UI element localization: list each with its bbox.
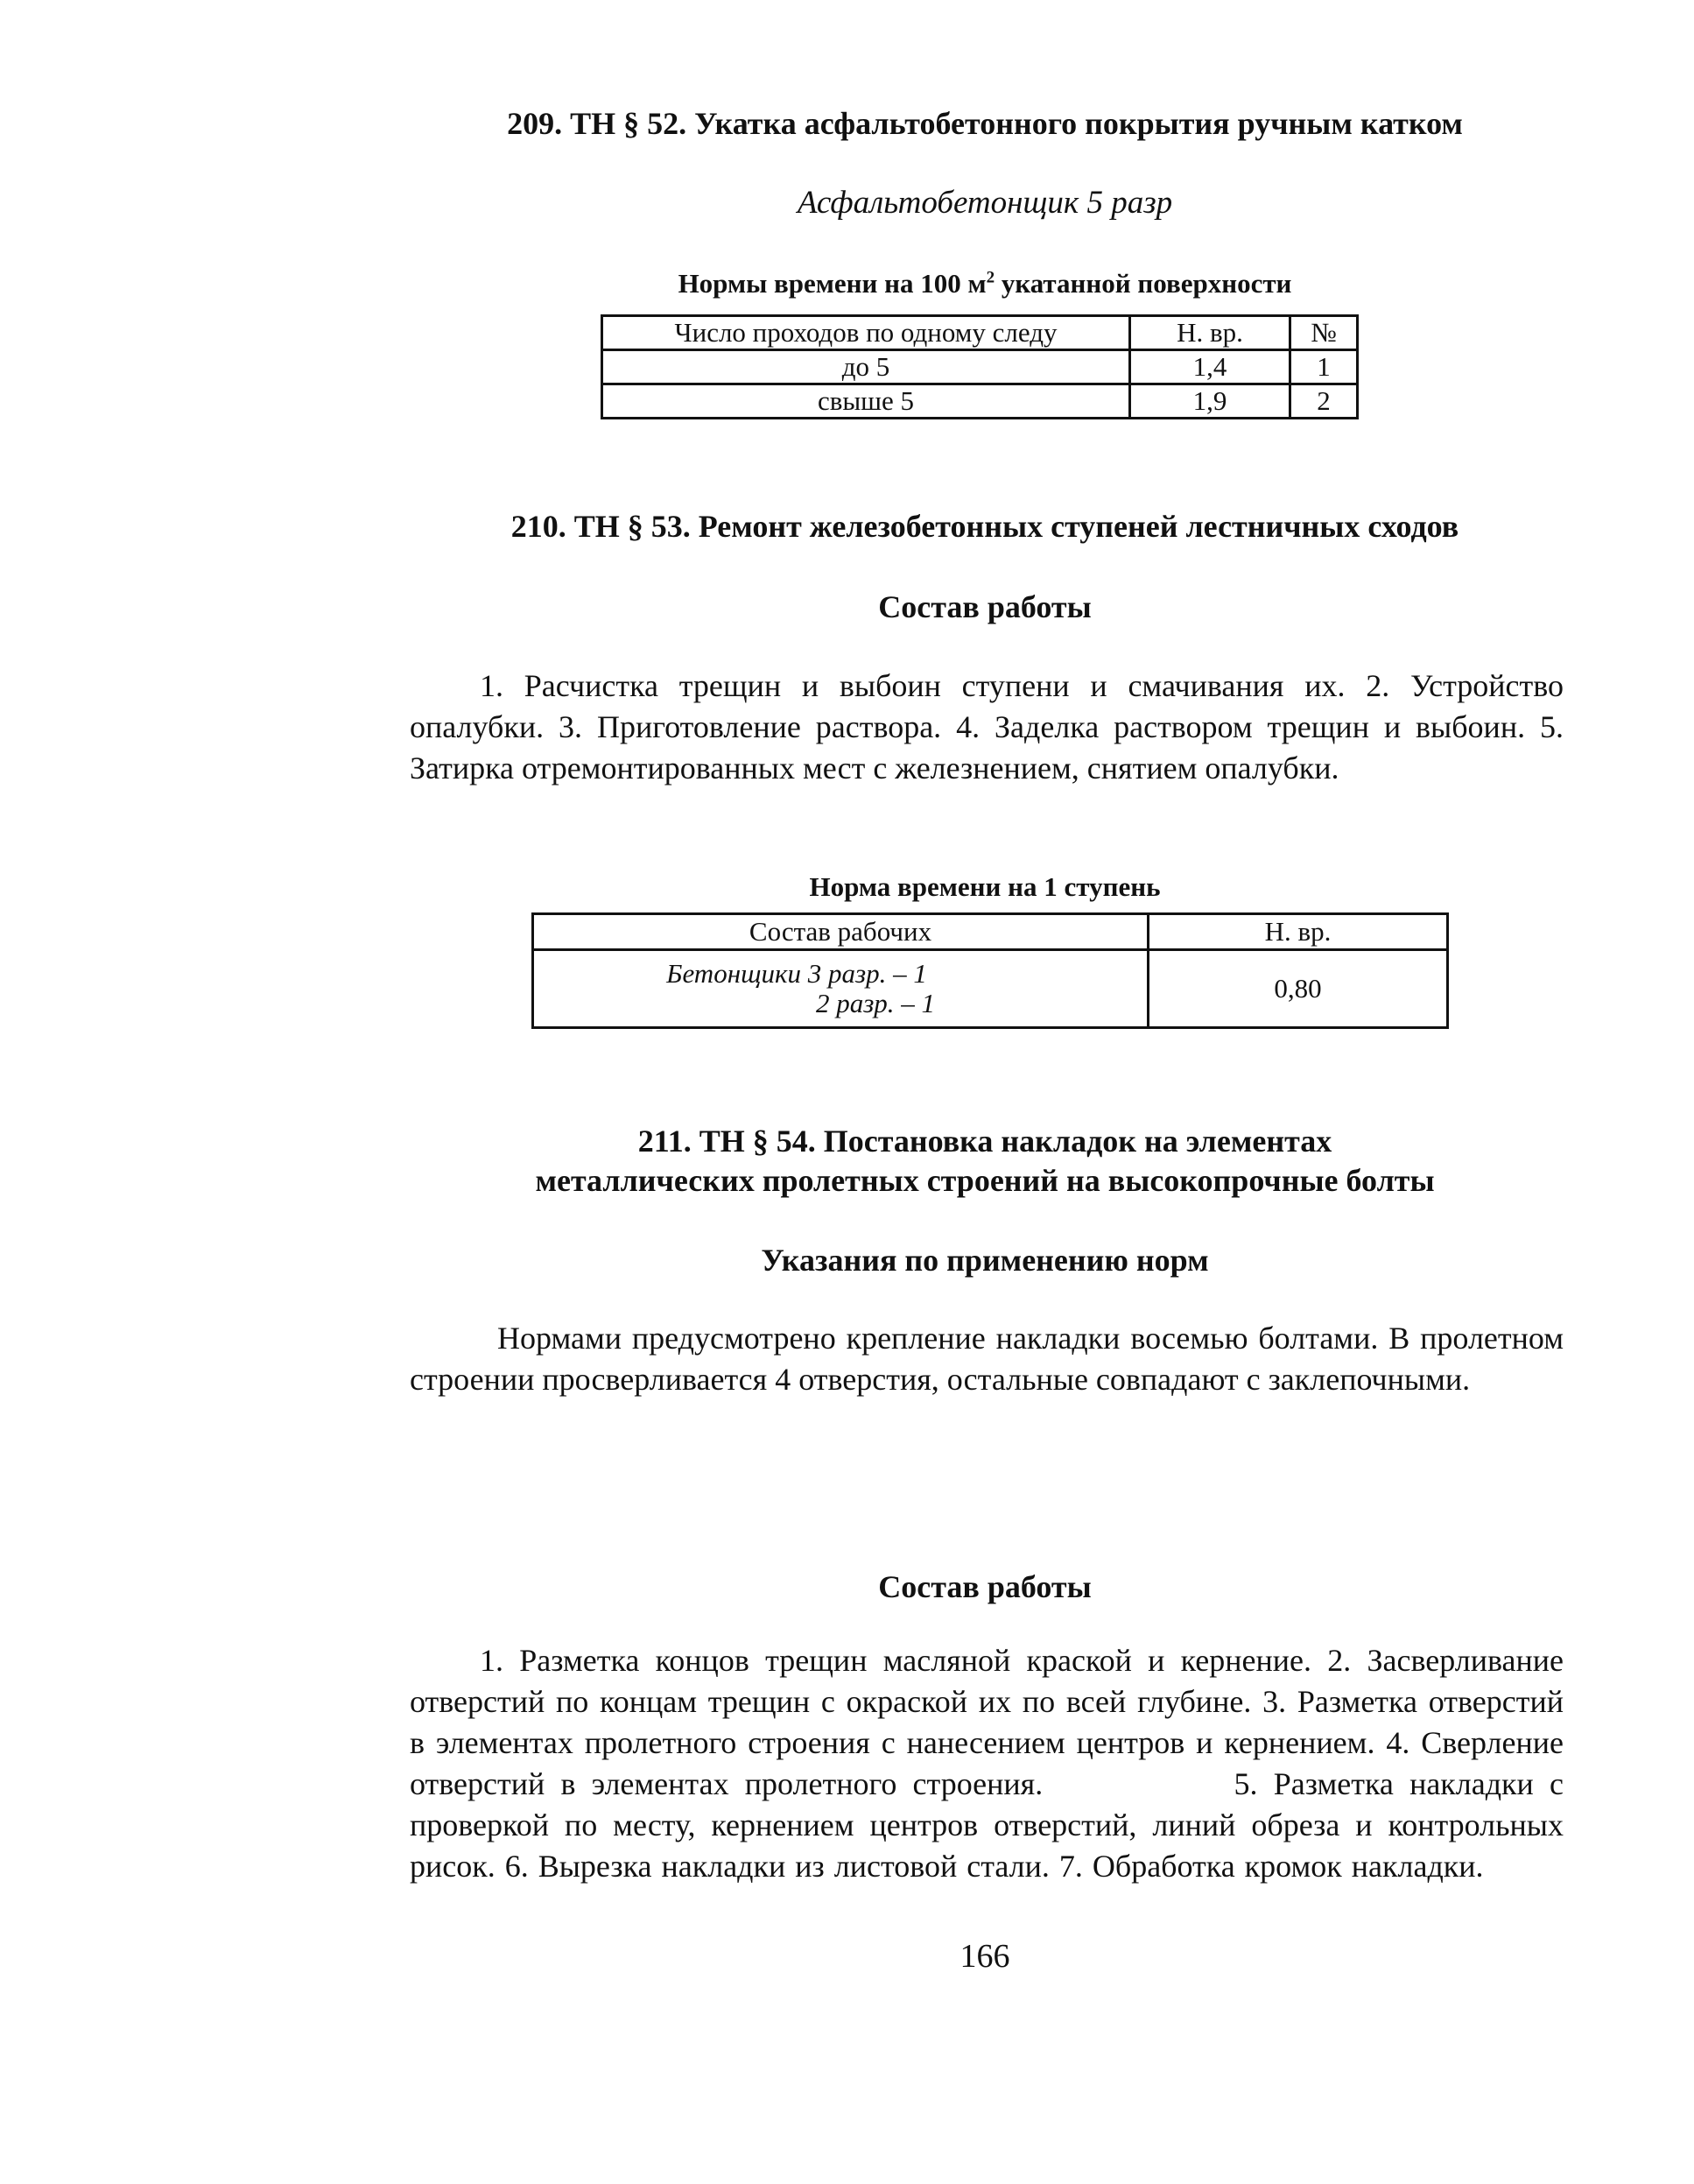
section-211-title-line1: 211. ТН § 54. Постановка накладок на элементах (637, 1124, 1332, 1159)
table-cell: 1 (1290, 350, 1358, 384)
header-cell: Состав рабочих (533, 914, 1149, 950)
section-211-title-line2: металлических пролетных строений на высокопрочные болты (535, 1163, 1435, 1198)
section-209-title: 209. ТН § 52. Укатка асфальтобетонного покрытия ручным катком (507, 106, 1463, 141)
page-number: 166 (959, 1938, 1010, 1975)
section-211-subtitle2: Состав работы (878, 1569, 1092, 1604)
caption-superscript: 2 (986, 268, 995, 287)
section-210-table-caption: Норма времени на 1 ступень (809, 871, 1161, 902)
table-row (602, 350, 1358, 384)
section-211-text: Нормами предусмотрено крепление накладки восемью болтами. В пролетном строении просверливается 4 отверстия, остальные совпадают с заклепочными. (410, 1321, 1564, 1397)
section-211-subtitle: Указания по применению норм (761, 1243, 1209, 1278)
table-cell: свыше 5 (602, 384, 1130, 419)
section-209-table (601, 314, 1359, 419)
table-header-row (533, 914, 1448, 950)
workers-line: Бетонщики 3 разр. – 1 (666, 958, 927, 989)
table-cell: 1,4 (1130, 350, 1290, 384)
table-cell-workers (533, 950, 1149, 1028)
section-210-subtitle: Состав работы (878, 589, 1092, 624)
table-cell-value: 0,80 (1149, 950, 1448, 1028)
header-cell: Н. вр. (1130, 316, 1290, 350)
section-209-table-caption (0, 268, 1694, 299)
table-cell: до 5 (602, 350, 1130, 384)
section-211-text2: 1. Разметка концов трещин масляной краской и кернение. 2. Засверливание отверстий по концам трещин с окраской их по всей глубине. 3. Разметка отверстий в элементах пролетного строения с нанесением центров и кернением. 4. Сверление отверстий в элементах пролетного строения. 5. Разметка накладки с проверкой по месту, кернением центров отверстий, линий обреза и контрольных рисок. 6. Вырезка накладки из листовой стали. 7. Обработка кромок накладки. (410, 1643, 1573, 1884)
header-cell: № (1290, 316, 1358, 350)
section-210-text: 1. Расчистка трещин и выбоин ступени и смачивания их. 2. Устройство опалубки. 3. Приготовление раствора. 4. Заделка раствором трещин и выбоин. 5. Затирка отремонтированных мест с железнением, снятием опалубки. (410, 668, 1564, 786)
header-cell: Число проходов по одному следу (602, 316, 1130, 350)
table-row (602, 384, 1358, 419)
header-cell: Н. вр. (1149, 914, 1448, 950)
table-cell: 2 (1290, 384, 1358, 419)
caption-text: Нормы времени на 100 м (678, 268, 987, 299)
table-cell: 1,9 (1130, 384, 1290, 419)
section-209-worker: Асфальтобетонщик 5 разр (797, 185, 1173, 221)
section-210-title: 210. ТН § 53. Ремонт железобетонных ступеней лестничных сходов (510, 509, 1459, 544)
table-row (533, 950, 1448, 1028)
caption-text-post: укатанной поверхности (995, 268, 1292, 299)
workers-line: 2 разр. – 1 (815, 988, 936, 1018)
table-header-row (602, 316, 1358, 350)
section-210-table (531, 912, 1449, 1029)
